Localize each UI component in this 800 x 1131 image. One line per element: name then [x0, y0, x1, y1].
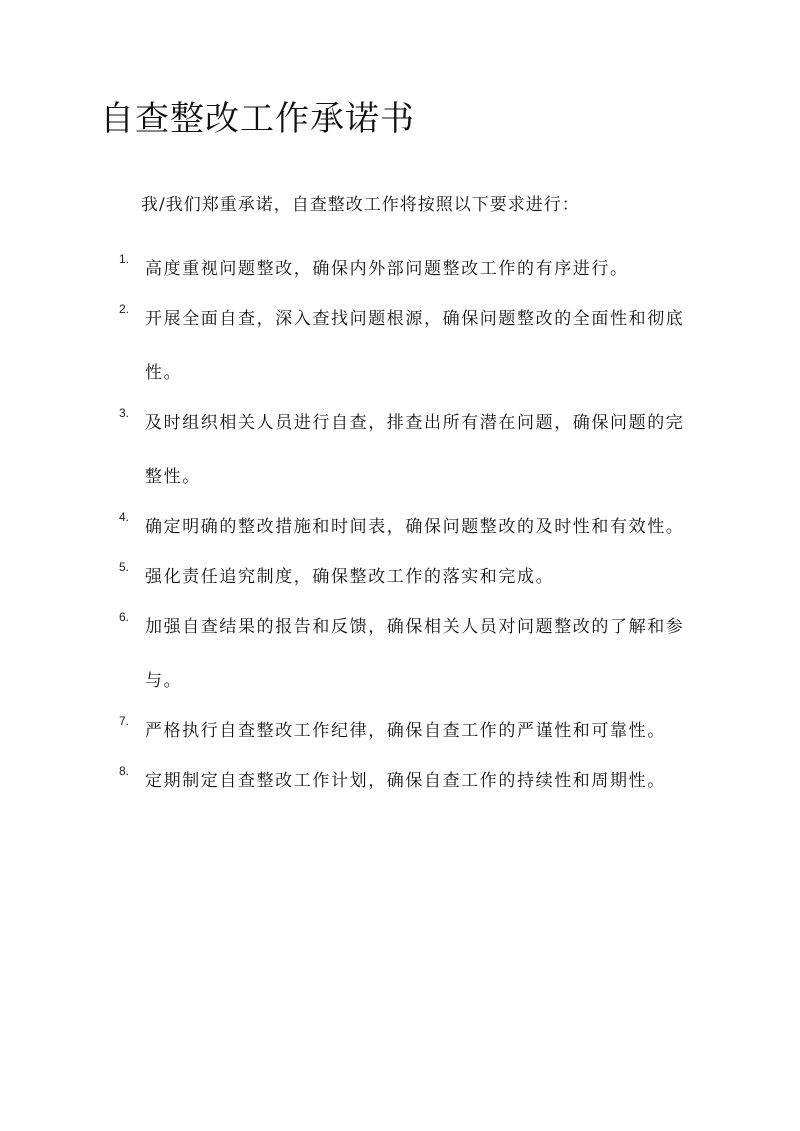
list-item-text: 强化责任追究制度，确保整改工作的落实和完成。 — [145, 567, 555, 587]
list-item-number: 7. — [119, 714, 130, 728]
list-item — [0, 550, 800, 604]
list-item-number: 2. — [119, 302, 130, 316]
document-title: 自查整改工作承诺书 — [100, 99, 415, 139]
list-item-text: 定期制定自查整改工作计划，确保自查工作的持续性和周期性。 — [145, 771, 666, 791]
list-item-text: 高度重视问题整改，确保内外部问题整改工作的有序进行。 — [145, 259, 629, 279]
list-item — [0, 242, 800, 296]
list-item — [0, 704, 800, 758]
list-item-text: 确定明确的整改措施和时间表，确保问题整改的及时性和有效性。 — [145, 517, 685, 537]
list-item — [0, 396, 800, 504]
list-item-text: 严格执行自查整改工作纪律，确保自查工作的严谨性和可靠性。 — [145, 721, 666, 741]
list-item — [0, 754, 800, 808]
list-item-text: 加强自查结果的报告和反馈，确保相关人员对问题整改的了解和参与。 — [145, 617, 685, 691]
list-item-number: 8. — [119, 764, 130, 778]
list-item-number: 3. — [119, 406, 130, 420]
commitment-list — [0, 254, 800, 816]
list-item-text: 开展全面自查，深入查找问题根源，确保问题整改的全面性和彻底性。 — [145, 309, 685, 383]
list-item-number: 4. — [119, 510, 130, 524]
list-item-number: 5. — [119, 560, 130, 574]
list-item-number: 6. — [119, 610, 130, 624]
list-item — [0, 500, 800, 554]
list-item — [0, 600, 800, 708]
list-item — [0, 292, 800, 400]
list-item-number: 1. — [119, 252, 130, 266]
intro-paragraph: 我/我们郑重承诺，自查整改工作将按照以下要求进行： — [141, 195, 580, 215]
list-item-text: 及时组织相关人员进行自查，排查出所有潜在问题，确保问题的完整性。 — [145, 413, 685, 487]
